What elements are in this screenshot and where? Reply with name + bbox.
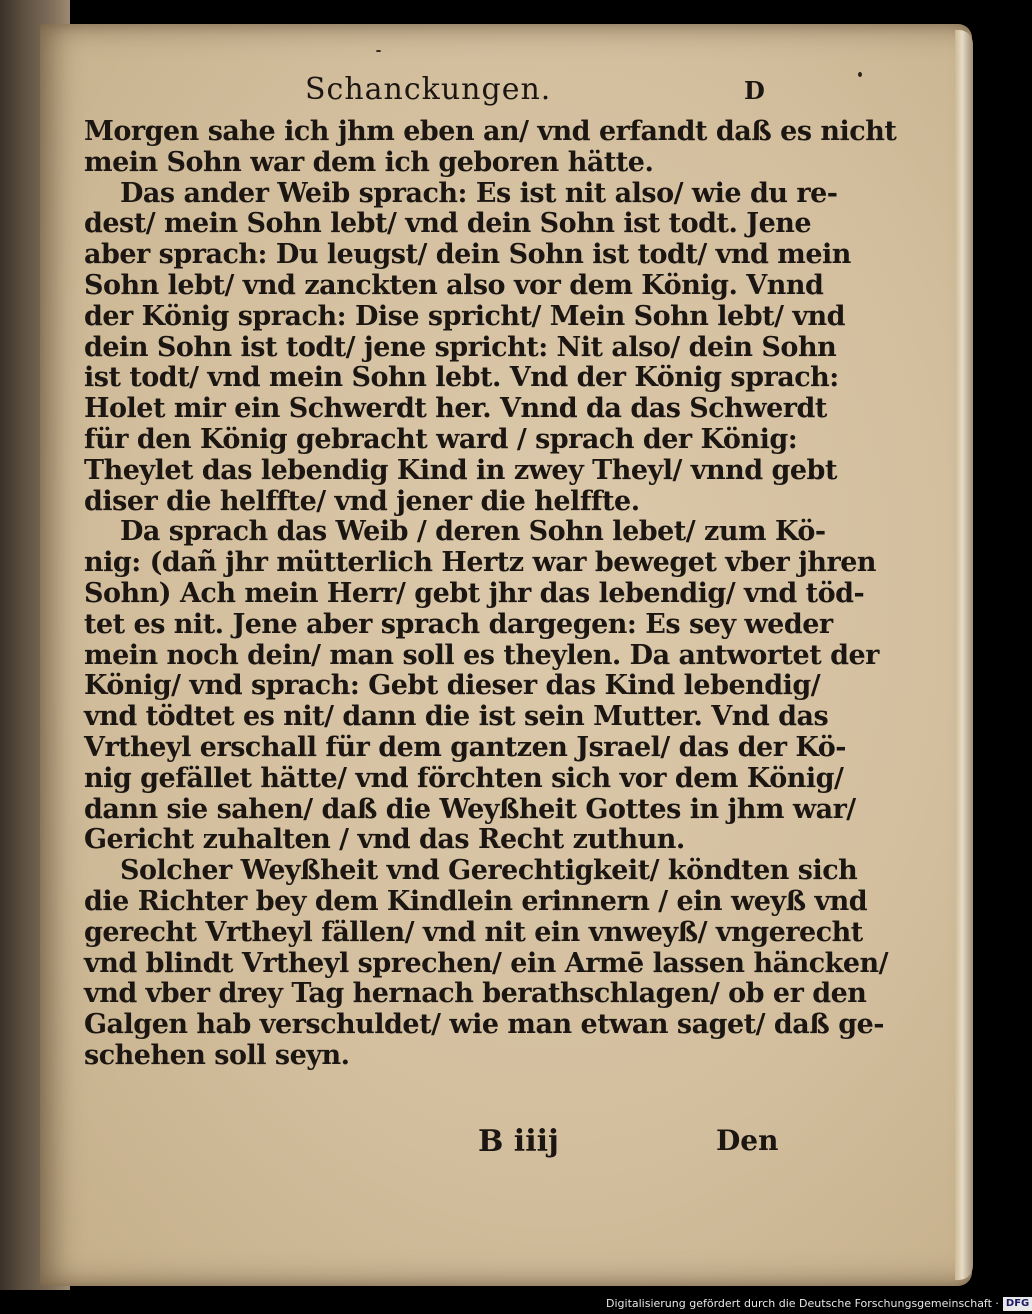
text-line: Sohn lebt/ vnd zanckten also vor dem König. Vnnd [84, 269, 824, 301]
text-line: König/ vnd sprach: Gebt dieser das Kind lebendig/ [84, 670, 821, 702]
dfg-logo: DFG [1003, 1297, 1032, 1311]
text-line: Gericht zuhalten / vnd das Recht zuthun. [84, 824, 685, 856]
running-head-mark: D [744, 76, 765, 105]
text-line: aber sprach: Du leugst/ dein Sohn ist todt/ vnd mein [84, 239, 851, 271]
text-line: für den König gebracht ward / sprach der König: [84, 423, 798, 455]
running-head [0, 70, 1000, 114]
paragraph-start-line: Da sprach das Weib / deren Sohn lebet/ zum Kö- [120, 516, 826, 548]
text-line: Sohn) Ach mein Herr/ gebt jhr das lebendig/ vnd töd- [84, 577, 865, 609]
text-line: nig: (dañ jhr mütterlich Hertz war beweget vber jhren [84, 547, 877, 579]
text-line: vnd vber drey Tag hernach berathschlagen/ ob er den [84, 978, 867, 1010]
text-line: diser die helffte/ vnd jener die helffte. [84, 485, 640, 517]
text-line: dest/ mein Sohn lebt/ vnd dein Sohn ist todt. Jene [84, 208, 812, 240]
text-line: Galgen hab verschuldet/ wie man etwan saget/ daß ge- [84, 1009, 884, 1041]
page-footer [0, 1124, 1000, 1164]
speck [858, 72, 862, 77]
signature-mark: B iiij [478, 1124, 559, 1159]
text-line: schehen soll seyn. [84, 1039, 350, 1071]
paragraph-start-line: Das ander Weib sprach: Es ist nit also/ wie du re- [120, 177, 838, 209]
text-line: mein noch dein/ man soll es theylen. Da antwortet der [84, 639, 879, 671]
running-head-title: Schanckungen. [305, 72, 552, 107]
text-line: gerecht Vrtheyl fällen/ vnd nit ein vnweyß/ vngerecht [84, 916, 863, 948]
text-line: ist todt/ vnd mein Sohn lebt. Vnd der König sprach: [84, 362, 839, 394]
paragraph-start-line: Solcher Weyßheit vnd Gerechtigkeit/ köndten sich [120, 855, 858, 887]
text-line: Theylet das lebendig Kind in zwey Theyl/ vnnd gebt [84, 454, 837, 486]
page-edge [955, 30, 973, 1280]
text-line: mein Sohn war dem ich geboren hätte. [84, 146, 654, 178]
text-line: vnd tödtet es nit/ dann die ist sein Mutter. Vnd das [84, 701, 829, 733]
text-line: Morgen sahe ich jhm eben an/ vnd erfandt daß es nicht [84, 116, 897, 147]
text-line: dann sie sahen/ daß die Weyßheit Gottes in jhm war/ [84, 793, 856, 825]
text-line: Vrtheyl erschall für dem gantzen Jsrael/ das der Kö- [84, 731, 846, 763]
text-line: dein Sohn ist todt/ jene spricht: Nit also/ dein Sohn [84, 331, 837, 363]
body-text [84, 116, 897, 1072]
text-line: vnd blindt Vrtheyl sprechen/ ein Armē lassen häncken/ [84, 947, 889, 979]
text-line: tet es nit. Jene aber sprach dargegen: Es sey weder [84, 608, 833, 640]
text-line: der König sprach: Dise spricht/ Mein Sohn lebt/ vnd [84, 300, 846, 332]
digitization-credit [606, 1295, 1032, 1313]
text-line: die Richter bey dem Kindlein erinnern / ein weyß vnd [84, 885, 868, 917]
speck [376, 50, 381, 52]
catchword: Den [716, 1124, 779, 1157]
text-line: nig gefället hätte/ vnd förchten sich vor dem König/ [84, 762, 844, 794]
text-line: Holet mir ein Schwerdt her. Vnnd da das Schwerdt [84, 393, 827, 425]
credit-text: Digitalisierung gefördert durch die Deutsche Forschungsgemeinschaft · [606, 1297, 999, 1310]
